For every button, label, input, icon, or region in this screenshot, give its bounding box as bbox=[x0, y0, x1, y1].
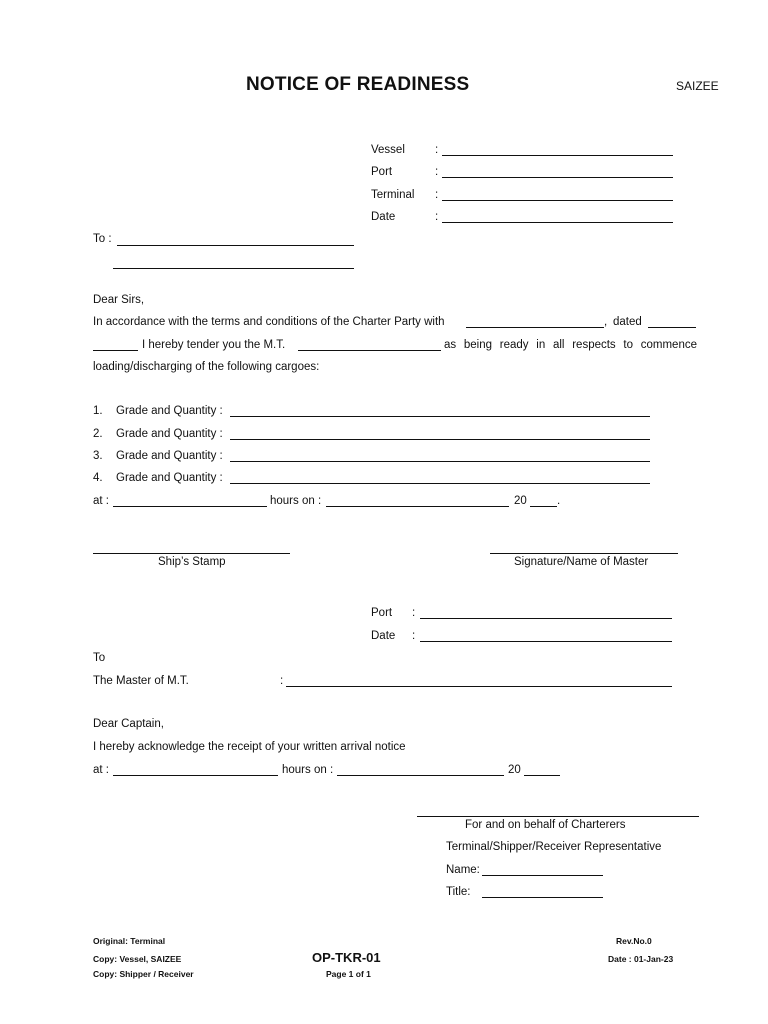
page-number: Page 1 of 1 bbox=[326, 969, 371, 979]
cargo-label-1: Grade and Quantity : bbox=[116, 405, 223, 417]
charterers-signature-line[interactable] bbox=[417, 816, 699, 817]
terminal-label: Terminal bbox=[371, 189, 415, 201]
cargo-label-4: Grade and Quantity : bbox=[116, 472, 223, 484]
hours-on-field[interactable] bbox=[326, 506, 509, 507]
ships-stamp-line[interactable] bbox=[93, 553, 290, 554]
rep-name-field[interactable] bbox=[482, 875, 603, 876]
ack-to-label: To bbox=[93, 652, 106, 664]
comma: , bbox=[604, 316, 608, 328]
ack-port-sep: : bbox=[412, 607, 416, 619]
to-field-line-2[interactable] bbox=[113, 268, 354, 269]
port-sep: : bbox=[435, 166, 439, 178]
master-signature-line[interactable] bbox=[490, 553, 678, 554]
terminal-sep: : bbox=[435, 189, 439, 201]
rep-title-field[interactable] bbox=[482, 897, 603, 898]
vessel-label: Vessel bbox=[371, 144, 405, 156]
footer-copy-1: Copy: Vessel, SAIZEE bbox=[93, 954, 182, 964]
ack-date-field[interactable] bbox=[420, 641, 672, 642]
dated-field[interactable] bbox=[648, 327, 696, 328]
to-label: To : bbox=[93, 233, 112, 245]
ack-hours-on-label: hours on : bbox=[282, 764, 334, 776]
year-prefix: 20 bbox=[514, 495, 527, 507]
ack-at-label: at : bbox=[93, 764, 109, 776]
charter-party-field[interactable] bbox=[466, 327, 604, 328]
cargo-field-1[interactable] bbox=[230, 416, 650, 417]
acknowledge-text: I hereby acknowledge the receipt of your written arrival notice bbox=[93, 741, 406, 753]
cargo-num-1: 1. bbox=[93, 405, 103, 417]
terminal-field[interactable] bbox=[442, 200, 673, 201]
cargo-field-4[interactable] bbox=[230, 483, 650, 484]
cargo-num-4: 4. bbox=[93, 472, 103, 484]
date-label: Date bbox=[371, 211, 396, 223]
ack-hours-on-field[interactable] bbox=[337, 775, 504, 776]
salutation: Dear Sirs, bbox=[93, 294, 145, 306]
ack-at-field[interactable] bbox=[113, 775, 278, 776]
revision-number: Rev.No.0 bbox=[616, 936, 652, 946]
cargo-label-3: Grade and Quantity : bbox=[116, 450, 223, 462]
year-field[interactable] bbox=[530, 506, 557, 507]
at-time-field[interactable] bbox=[113, 506, 267, 507]
dear-captain: Dear Captain, bbox=[93, 718, 164, 730]
mt-vessel-field[interactable] bbox=[298, 350, 441, 351]
vessel-sep: : bbox=[435, 144, 439, 156]
ships-stamp-label: Ship’s Stamp bbox=[158, 556, 226, 568]
document-title: NOTICE OF READINESS bbox=[246, 74, 470, 95]
master-of-field[interactable] bbox=[286, 686, 672, 687]
ack-date-label: Date bbox=[371, 630, 396, 642]
cargo-field-2[interactable] bbox=[230, 439, 650, 440]
cargo-label-2: Grade and Quantity : bbox=[116, 428, 223, 440]
to-field-line-1[interactable] bbox=[117, 245, 354, 246]
rep-name-label: Name: bbox=[446, 864, 480, 876]
dated-field-cont[interactable] bbox=[93, 350, 138, 351]
vessel-field[interactable] bbox=[442, 155, 673, 156]
ack-port-field[interactable] bbox=[420, 618, 672, 619]
ack-year-field[interactable] bbox=[524, 775, 560, 776]
body-line-2b: as being ready in all respects to commence bbox=[444, 339, 697, 351]
at-label: at : bbox=[93, 495, 109, 507]
charterers-behalf: For and on behalf of Charterers bbox=[465, 819, 626, 831]
port-field[interactable] bbox=[442, 177, 673, 178]
date-sep: : bbox=[435, 211, 439, 223]
ack-year-prefix: 20 bbox=[508, 764, 521, 776]
footer-copy-2: Copy: Shipper / Receiver bbox=[93, 969, 194, 979]
body-line-1: In accordance with the terms and conditions of the Charter Party with bbox=[93, 316, 445, 328]
body-line-2: I hereby tender you the M.T. bbox=[142, 339, 286, 351]
form-code: OP-TKR-01 bbox=[312, 950, 381, 965]
footer-original: Original: Terminal bbox=[93, 936, 166, 946]
ack-port-label: Port bbox=[371, 607, 393, 619]
cargo-num-3: 3. bbox=[93, 450, 103, 462]
representative-label: Terminal/Shipper/Receiver Representative bbox=[446, 841, 662, 853]
rep-title-label: Title: bbox=[446, 886, 471, 898]
master-signature-label: Signature/Name of Master bbox=[514, 556, 649, 568]
form-date: Date : 01-Jan-23 bbox=[608, 954, 674, 964]
cargo-field-3[interactable] bbox=[230, 461, 650, 462]
hours-on-label: hours on : bbox=[270, 495, 322, 507]
body-line-3: loading/discharging of the following cargoes: bbox=[93, 361, 320, 373]
date-field[interactable] bbox=[442, 222, 673, 223]
company-name: SAIZEE bbox=[676, 79, 719, 93]
dated-label: dated bbox=[613, 316, 642, 328]
ack-date-sep: : bbox=[412, 630, 416, 642]
cargo-num-2: 2. bbox=[93, 428, 103, 440]
port-label: Port bbox=[371, 166, 393, 178]
master-of-label: The Master of M.T. bbox=[93, 675, 189, 687]
at-line-period: . bbox=[557, 495, 561, 507]
master-of-sep: : bbox=[280, 675, 284, 687]
